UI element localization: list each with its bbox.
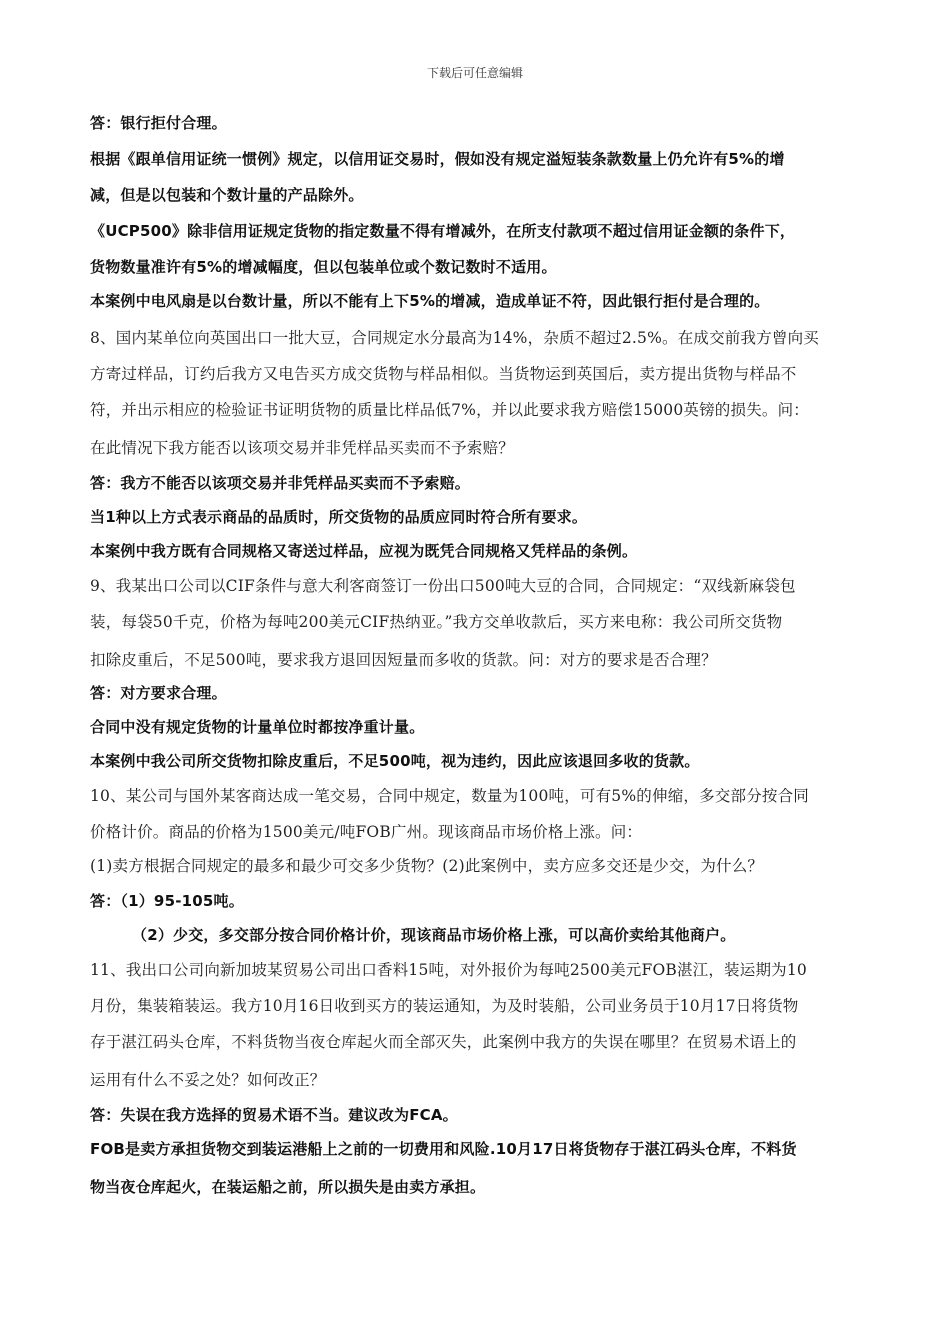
question-line: 月份，集装箱装运。我方10月16日收到买方的装运通知，为及时装船，公司业务员于10月17日将货物 <box>90 997 799 1015</box>
answer-line: 减，但是以包装和个数计量的产品除外。 <box>90 186 364 204</box>
question-line: (1)卖方根据合同规定的最多和最少可交多少货物？(2)此案例中，卖方应多交还是少交，为什么？ <box>90 857 764 875</box>
answer-line: 根据《跟单信用证统一惯例》规定，以信用证交易时，假如没有规定溢短装条款数量上仍允许有5%的增 <box>90 150 785 168</box>
answer-line: 货物数量准许有5%的增减幅度，但以包装单位或个数记数时不适用。 <box>90 258 557 276</box>
question-line: 9、我某出口公司以CIF条件与意大利客商签订一份出口500吨大豆的合同，合同规定：“双线新麻袋包 <box>90 577 796 595</box>
answer-line: （2）少交，多交部分按合同价格计价，现该商品市场价格上涨，可以高价卖给其他商户。 <box>132 926 736 944</box>
answer-line: FOB是卖方承担货物交到装运港船上之前的一切费用和风险.10月17日将货物存于湛江码头仓库，不料货 <box>90 1140 797 1158</box>
answer-line: 合同中没有规定货物的计量单位时都按净重计量。 <box>90 718 425 736</box>
question-line: 11、我出口公司向新加坡某贸易公司出口香料15吨，对外报价为每吨2500美元FOB湛江，装运期为10 <box>90 961 807 979</box>
answer-line: 当1种以上方式表示商品的品质时，所交货物的品质应同时符合所有要求。 <box>90 508 588 526</box>
question-line: 方寄过样品，订约后我方又电告买方成交货物与样品相似。当货物运到英国后，卖方提出货物与样品不 <box>90 365 797 383</box>
page-header: 下载后可任意编辑 <box>426 66 523 80</box>
question-line: 在此情况下我方能否以该项交易并非凭样品买卖而不予索赔？ <box>90 439 514 457</box>
question-line: 装，每袋50千克，价格为每吨200美元CIF热纳亚。”我方交单收款后，买方来电称：我公司所交货物 <box>90 613 783 631</box>
answer-line: 答：银行拒付合理。 <box>90 114 227 132</box>
answer-line: 物当夜仓库起火，在装运船之前，所以损失是由卖方承担。 <box>90 1178 486 1196</box>
answer-line: 本案例中电风扇是以台数计量，所以不能有上下5%的增减，造成单证不符，因此银行拒付是合理的。 <box>90 292 770 310</box>
answer-line: 答：我方不能否以该项交易并非凭样品买卖而不予索赔。 <box>90 474 471 492</box>
answer-line: 答：失误在我方选择的贸易术语不当。建议改为FCA。 <box>90 1106 458 1124</box>
answer-line: 答：（1）95-105吨。 <box>90 892 244 910</box>
question-line: 符，并出示相应的检验证书证明货物的质量比样品低7%，并以此要求我方赔偿15000英镑的损失。问： <box>90 401 810 419</box>
question-line: 扣除皮重后，不足500吨，要求我方退回因短量而多收的货款。问：对方的要求是否合理？ <box>90 651 717 669</box>
question-line: 8、国内某单位向英国出口一批大豆，合同规定水分最高为14%，杂质不超过2.5%。在成交前我方曾向买 <box>90 329 819 347</box>
question-line: 存于湛江码头仓库，不料货物当夜仓库起火而全部灭失，此案例中我方的失误在哪里？在贸易术语上的 <box>90 1033 797 1051</box>
answer-line: 本案例中我公司所交货物扣除皮重后，不足500吨，视为违约，因此应该退回多收的货款。 <box>90 752 700 770</box>
answer-line: 《UCP500》除非信用证规定货物的指定数量不得有增减外，在所支付款项不超过信用证金额的条件下， <box>90 222 796 240</box>
answer-line: 本案例中我方既有合同规格又寄送过样品，应视为既凭合同规格又凭样品的条例。 <box>90 542 638 560</box>
question-line: 10、某公司与国外某客商达成一笔交易，合同中规定，数量为100吨，可有5%的伸缩，多交部分按合同 <box>90 787 810 805</box>
question-line: 价格计价。商品的价格为1500美元/吨FOB广州。现该商品市场价格上涨。问： <box>90 823 643 841</box>
question-line: 运用有什么不妥之处？如何改正？ <box>90 1071 326 1089</box>
answer-line: 答：对方要求合理。 <box>90 684 227 702</box>
